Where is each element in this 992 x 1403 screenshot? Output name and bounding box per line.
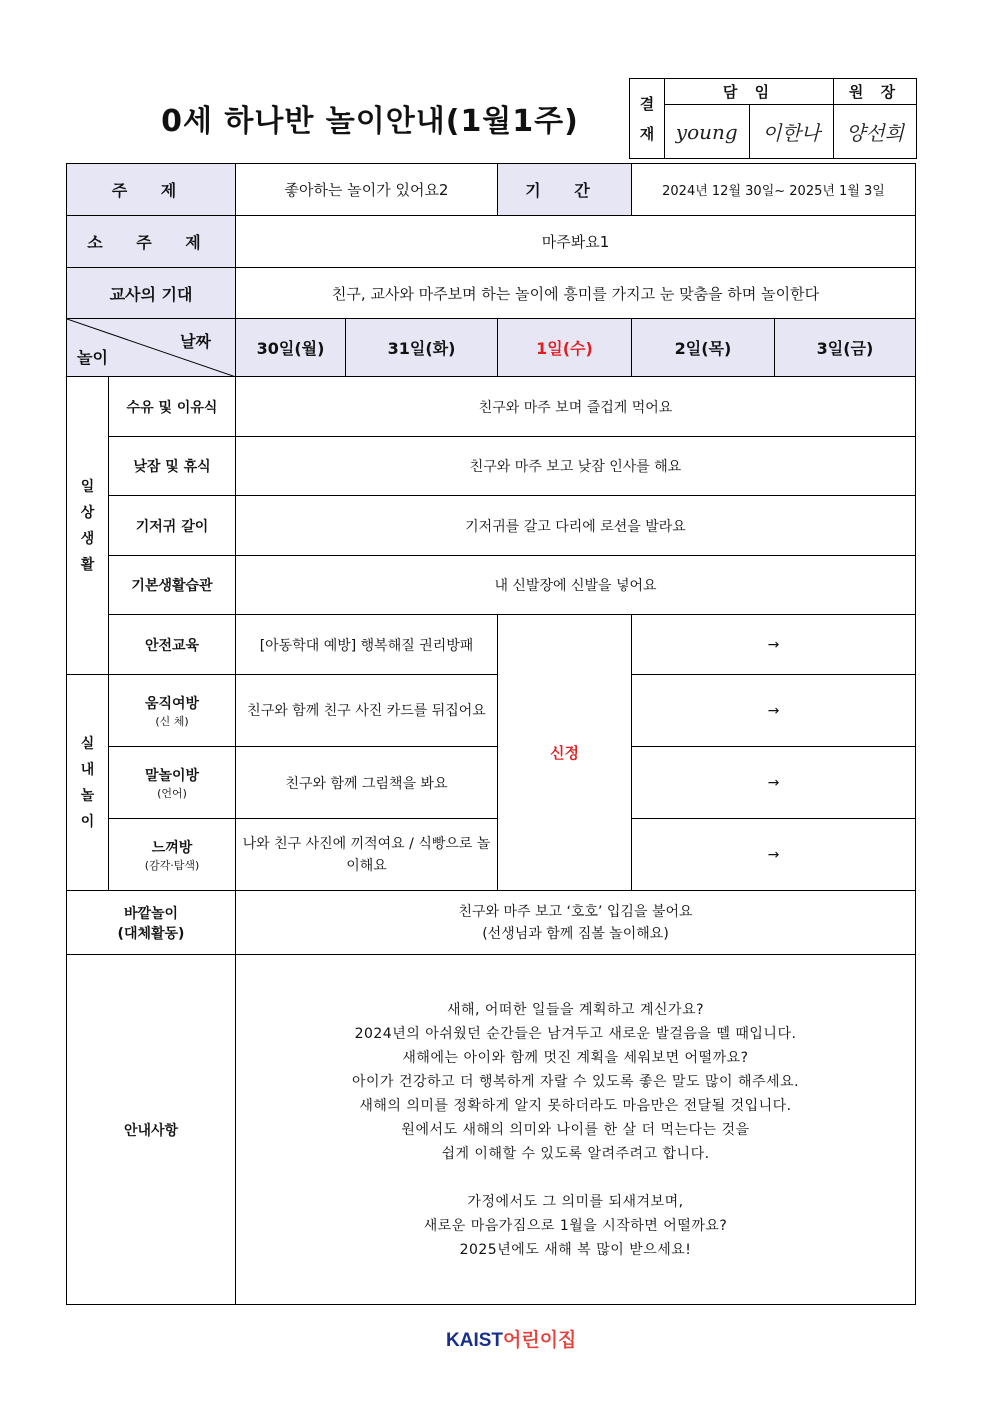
director-header: 원 장	[834, 79, 917, 105]
daily-life-group: 일 상 생 활	[67, 377, 109, 675]
day-fri: 3일(금)	[775, 319, 916, 377]
theme-value: 좋아하는 놀이가 있어요2	[236, 164, 498, 216]
indoor-row-value: 친구와 함께 그림책을 봐요	[236, 747, 498, 819]
guide-label: 안내사항	[67, 955, 236, 1305]
row-label: 낮잠 및 휴식	[109, 437, 236, 496]
arrow-icon: →	[632, 675, 916, 747]
signature-2: 이한나	[749, 105, 834, 159]
day-thu: 2일(목)	[632, 319, 775, 377]
row-label: 수유 및 이유식	[109, 377, 236, 437]
expectation-value: 친구, 교사와 마주보며 하는 놀이에 흥미를 가지고 눈 맞춤을 하며 놀이한다	[236, 268, 916, 319]
day-wed: 1일(수)	[498, 319, 632, 377]
theme-label: 주 제	[67, 164, 236, 216]
safety-value: [아동학대 예방] 행복해질 권리방패	[236, 615, 498, 675]
plan-table	[66, 163, 916, 1305]
homeroom-header: 담 임	[665, 79, 834, 105]
outdoor-label: 바깥놀이 (대체활동)	[67, 891, 236, 955]
date-play-header	[67, 319, 236, 377]
subtheme-label: 소 주 제	[67, 216, 236, 268]
row-value: 내 신발장에 신발을 넣어요	[236, 556, 916, 615]
approval-box	[629, 78, 917, 159]
holiday-cell: 신정	[498, 615, 632, 891]
indoor-row-label: 말놀이방 (언어)	[109, 747, 236, 819]
row-value: 기저귀를 갈고 다리에 로션을 발라요	[236, 496, 916, 556]
approval-label: 결 재	[630, 79, 665, 159]
page-title: 0세 하나반 놀이안내(1월1주)	[161, 104, 579, 139]
play-label: 놀이	[77, 348, 108, 367]
row-label: 기저귀 갈이	[109, 496, 236, 556]
day-tue: 31일(화)	[346, 319, 498, 377]
indoor-row-value: 친구와 함께 친구 사진 카드를 뒤집어요	[236, 675, 498, 747]
period-value: 2024년 12월 30일~ 2025년 1월 3일	[632, 164, 916, 216]
signature-1: young	[665, 105, 750, 159]
expectation-label: 교사의 기대	[67, 268, 236, 319]
row-value: 친구와 마주 보고 낮잠 인사를 해요	[236, 437, 916, 496]
indoor-row-label: 느껴방 (감각·탐색)	[109, 819, 236, 891]
arrow-icon: →	[632, 819, 916, 891]
date-label: 날짜	[180, 332, 211, 351]
signature-3: 양선희	[834, 105, 917, 159]
indoor-play-group: 실 내 놀 이	[67, 675, 109, 891]
period-label: 기 간	[498, 164, 632, 216]
day-mon: 30일(월)	[236, 319, 346, 377]
arrow-icon: →	[632, 747, 916, 819]
indoor-row-value: 나와 친구 사진에 끼적여요 / 식빵으로 놀이해요	[236, 819, 498, 891]
subtheme-value: 마주봐요1	[236, 216, 916, 268]
safety-label: 안전교육	[109, 615, 236, 675]
arrow-icon: →	[632, 615, 916, 675]
kaist-logo: KAIST어린이집	[446, 1330, 577, 1351]
outdoor-value: 친구와 마주 보고 ‘호호’ 입김을 불어요 (선생님과 함께 짐볼 놀이해요)	[236, 891, 916, 955]
row-label: 기본생활습관	[109, 556, 236, 615]
guide-body: 새해, 어떠한 일들을 계획하고 계신가요? 2024년의 아쉬웠던 순간들은 남겨두고 새로운 발걸음을 뗄 때입니다. 새해에는 아이와 함께 멋진 계획을 세워보면 어떨까요? 아이가 건강하고 더 행복하게 자랄 수 있도록 좋은 말도 많이 해주세요. 새해의 의미를 정확하게 알지 못하더라도 마음만은 전달될 것입니다. 원에서도 새해의 의미와 나이를 한 살 더 먹는다는 것을 쉽게 이해할 수 있도록 알려주려고 합니다. 가정에서도 그 의미를 되새겨보며, 새로운 마음가짐으로 1월을 시작하면 어떨까요? 2025년에도 새해 복 많이 받으세요!	[236, 955, 916, 1305]
row-value: 친구와 마주 보며 즐겁게 먹어요	[236, 377, 916, 437]
indoor-row-label: 움직여방 (신 체)	[109, 675, 236, 747]
